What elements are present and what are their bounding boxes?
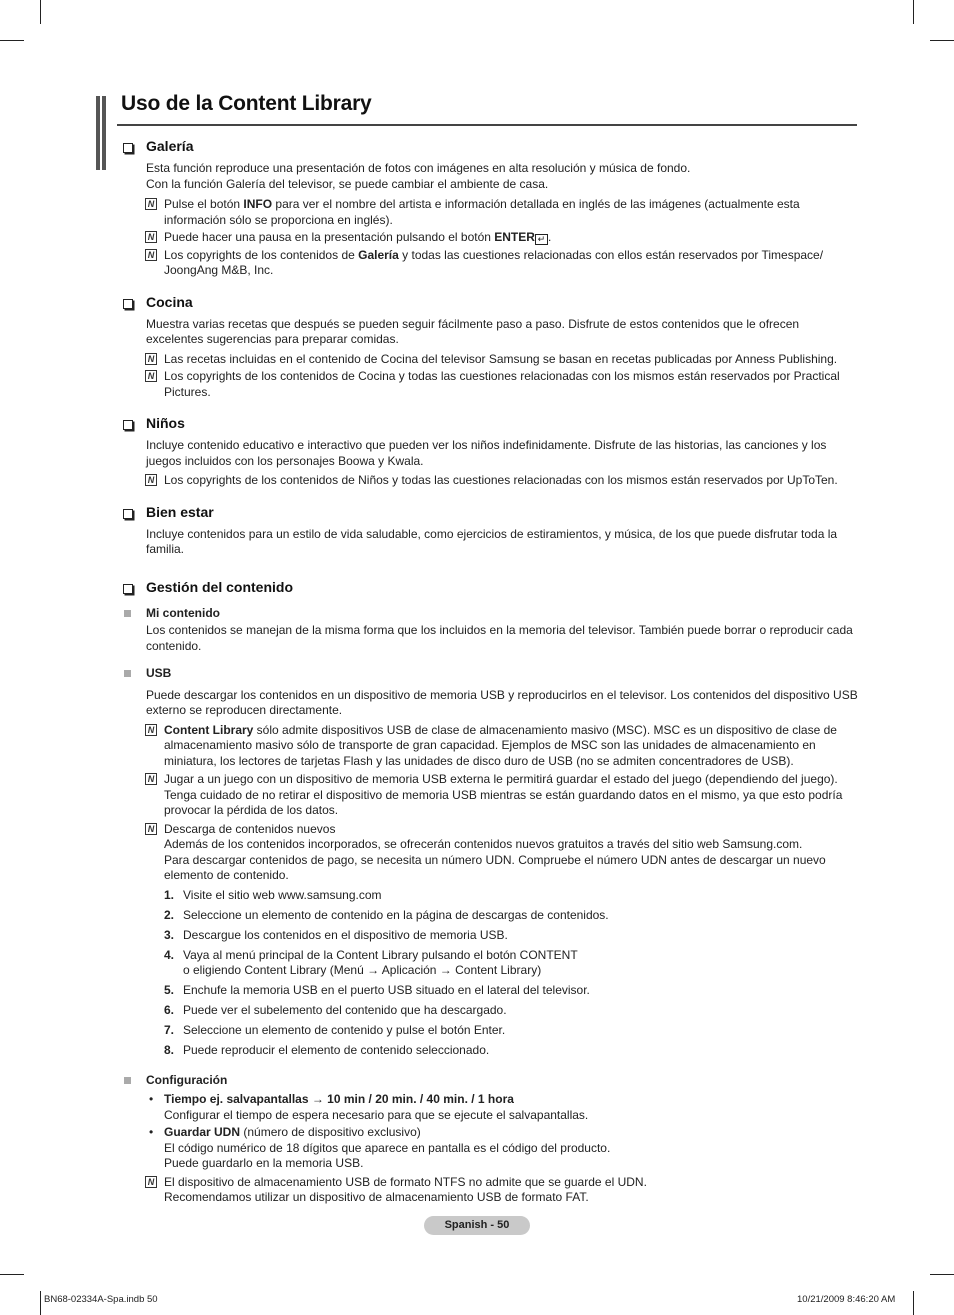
subsection-heading: Configuración — [121, 1073, 859, 1089]
list-item: 5. Enchufe la memoria USB en el puerto USB situado en el lateral del televisor. — [164, 983, 590, 997]
note-icon: N — [145, 231, 157, 243]
checkbox-icon — [123, 509, 133, 519]
list-item: 1. Visite el sitio web www.samsung.com — [164, 887, 382, 902]
list-item: 8. Puede reproducir el elemento de contenido seleccionado. — [164, 1043, 490, 1057]
square-bullet-icon — [124, 610, 131, 617]
crop-mark — [913, 1291, 914, 1315]
square-bullet-icon — [124, 1077, 131, 1084]
section-heading: Galería — [121, 137, 859, 155]
list-item: 6. Puede ver el subelemento del contenido que ha descargado. — [164, 1003, 507, 1017]
crop-mark — [913, 0, 914, 24]
title-rule — [117, 124, 857, 126]
subsection-heading: Mi contenido — [121, 606, 859, 622]
crop-mark — [930, 1274, 954, 1275]
note-icon: N — [145, 249, 157, 261]
note-icon: N — [145, 1176, 157, 1188]
main-content — [121, 137, 859, 1217]
section-galeria — [121, 137, 859, 279]
note: N Pulse el botón INFO para ver el nombre del artista e información detallada en inglés de las imágenes (actualmente esta información sólo se proporciona en inglés). — [121, 197, 859, 228]
paragraph: Puede descargar los contenidos en un dispositivo de memoria USB y reproducirlos en el televisor. Los contenidos del dispositivo USB externo se reproducen directamente. — [146, 687, 858, 717]
section-gestion — [121, 578, 859, 1206]
enter-icon: ↵ — [535, 234, 548, 245]
bullet-dot-icon: • — [149, 1092, 154, 1106]
section-heading: Bien estar — [121, 503, 859, 521]
bullet-item: • Guardar UDN (número de dispositivo exclusivo) El código numérico de 18 dígitos que aparece en pantalla es el código del producto. Puede guardarlo en la memoria USB. — [149, 1125, 611, 1170]
crop-mark — [40, 0, 41, 24]
crop-mark — [930, 40, 954, 41]
paragraph: Incluye contenidos para un estilo de vida saludable, como ejercicios de estiramientos, y música, de los que puede disfrutar toda la familia. — [146, 526, 838, 556]
note: N Content Library sólo admite dispositivos USB de clase de almacenamiento masivo (MSC). MSC es un dispositivo de clase de almacenamiento masivo sólo de transporte de gran capacidad. Ejemplos de MSC son las unidades de almacenamiento en miniatura, los lectores de tarjetas Flash y las unidades de disco duro de USB (no se admiten concentradores de USB). — [121, 723, 859, 770]
list-item: 7. Seleccione un elemento de contenido y pulse el botón Enter. — [164, 1023, 506, 1037]
note: N Jugar a un juego con un dispositivo de memoria USB externa le permitirá guardar el estado del juego (dependiendo del juego). Tenga cuidado de no retirar el dispositivo de memoria USB mientras se están guardando datos en el mismo, ya que esto podría provocar la pérdida de los datos. — [121, 772, 859, 819]
list-item: 2. Seleccione un elemento de contenido en la página de descargas de contenidos. — [164, 907, 609, 922]
footer-timestamp: 10/21/2009 8:46:20 AM — [797, 1294, 896, 1305]
note-icon: N — [145, 724, 157, 736]
footer-file-info: BN68-02334A-Spa.indb 50 — [44, 1294, 158, 1305]
note-icon: N — [145, 773, 157, 785]
note-icon: N — [145, 474, 157, 486]
section-ninos — [121, 414, 859, 489]
bullet-item: • Tiempo ej. salvapantallas → 10 min / 20 min. / 40 min. / 1 hora Configurar el tiempo de espera necesario para que se ejecute el salvapantallas. — [149, 1092, 589, 1122]
note: N Las recetas incluidas en el contenido de Cocina del televisor Samsung se basan en recetas publicadas por Anness Publishing. — [121, 352, 859, 368]
paragraph: Los contenidos se manejan de la misma forma que los incluidos en la memoria del televisor. También puede borrar o reproducir cada contenido. — [146, 623, 853, 653]
section-bienestar — [121, 503, 859, 558]
page-number-badge: Spanish - 50 — [424, 1216, 530, 1235]
section-cocina — [121, 293, 859, 401]
note-icon: N — [145, 198, 157, 210]
list-item: 3. Descargue los contenidos en el dispositivo de memoria USB. — [164, 927, 508, 942]
note: N Los copyrights de los contenidos de Niños y todas las cuestiones relacionadas con los mismos están reservados por UpToTen. — [121, 473, 859, 489]
page-title: Uso de la Content Library — [121, 92, 372, 115]
note-icon: N — [145, 370, 157, 382]
checkbox-icon — [123, 420, 133, 430]
checkbox-icon — [123, 299, 133, 309]
bullet-dot-icon: • — [149, 1125, 154, 1139]
note: N El dispositivo de almacenamiento USB de formato NTFS no admite que se guarde el UDN. Recomendamos utilizar un dispositivo de almacenamiento USB de formato FAT. — [121, 1175, 859, 1206]
note: N Puede hacer una pausa en la presentación pulsando el botón ENTER ↵ . — [121, 230, 859, 246]
note: N Los copyrights de los contenidos de Galería y todas las cuestiones relacionadas con ellos están reservados por Timespace/ JoongAng M&B, Inc. — [121, 248, 859, 279]
note-icon: N — [145, 823, 157, 835]
square-bullet-icon — [124, 670, 131, 677]
crop-mark — [0, 40, 24, 41]
note: N Los copyrights de los contenidos de Cocina y todas las cuestiones relacionadas con los mismos están reservados por Practical Pictures. — [121, 369, 859, 400]
paragraph: Esta función reproduce una presentación de fotos con imágenes en alta resolución y música de fondo. Con la función Galería del televisor, se puede cambiar el ambiente de casa. — [146, 161, 691, 191]
steps-list — [121, 888, 859, 1059]
paragraph: Muestra varias recetas que después se pueden seguir fácilmente paso a paso. Disfrute de estos contenidos que le ofrecen excelentes sugerencias para preparar comidas. — [146, 316, 800, 346]
crop-mark — [40, 1291, 41, 1315]
crop-mark — [0, 1274, 24, 1275]
note-icon: N — [145, 353, 157, 365]
section-heading: Gestión del contenido — [121, 578, 859, 596]
subsection-heading: USB — [121, 666, 859, 682]
paragraph: Incluye contenido educativo e interactivo que pueden ver los niños indefinidamente. Disfrute de las historias, las canciones y los juegos incluidos con los personajes Boowa y Kwala. — [146, 438, 827, 468]
section-heading: Niños — [121, 414, 859, 432]
note: N Descarga de contenidos nuevos Además de los contenidos incorporados, se ofrecerán contenidos nuevos gratuitos a través del sitio web Samsung.com. Para descargar contenidos de pago, se necesita un número UDN. Compruebe el número UDN antes de descargar un nuevo elemento de contenido. — [121, 822, 859, 884]
checkbox-icon — [123, 143, 133, 153]
checkbox-icon — [123, 584, 133, 594]
list-item: 4. Vaya al menú principal de la Content Library pulsando el botón CONTENT o eligiendo Content Library (Menú → Aplicación → Content Library) — [164, 947, 578, 977]
section-heading: Cocina — [121, 293, 859, 311]
